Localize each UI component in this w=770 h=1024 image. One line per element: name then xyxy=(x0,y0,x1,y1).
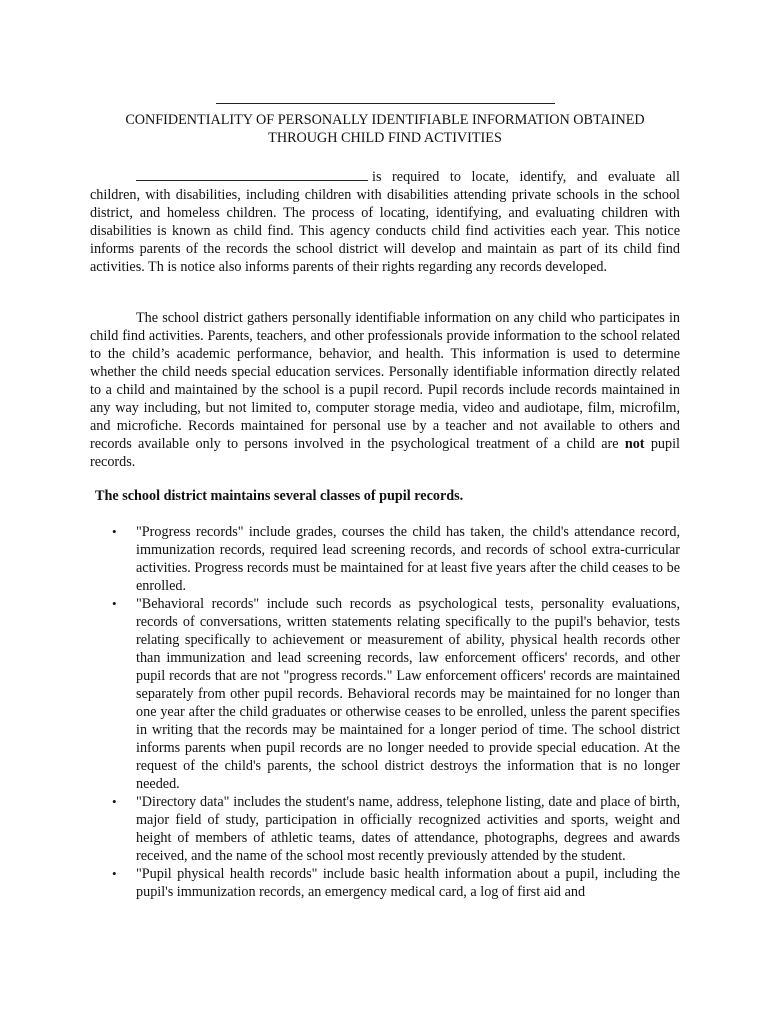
list-item-text: "Behavioral records" include such records as psychological tests, personality evaluations, records of conversations, written statements relating specifically to the pupil's behavior, tests relating specifically to achievement or measurement of ability, physical health records other than immunization and lead screening records, law enforcement officers' records, and other pupil records that are not "progress records." Law enforcement officers' records are maintained separately from other pupil records. Behavioral records may be maintained for no longer than one year after the child graduates or otherwise ceases to be enrolled, unless the parent specifies in writing that the records may be maintained for a longer period of time. The school district informs parents when pupil records are no longer needed to provide special education. At the request of the child's parents, the school district destroys the information that is no longer needed. xyxy=(136,596,680,792)
list-item xyxy=(90,523,680,595)
agency-name-blank xyxy=(136,166,368,181)
bullet-icon: • xyxy=(112,596,117,611)
record-classes-list xyxy=(90,523,680,901)
records-paragraph-text: The school district gathers personally identifiable information on any child who participates in child find activities. Parents, teachers, and other professionals provide information to the school related to the child’s academic performance, behavior, and health. This information is used to determine whether the child needs special education services. Personally identifiable information directly related to a child and maintained by the school is a pupil record. Pupil records include records maintained in any way including, but not limited to, computer storage media, video and audiotape, film, microfilm, and microfiche. Records maintained for personal use by a teacher and not available to others and records available only to persons involved in the psychological treatment of a child are xyxy=(90,310,680,452)
intro-paragraph-text: is required to locate, identify, and evaluate all children, with disabilities, including children with disabilities attending private schools in the school district, and homeless children. The process of locating, identifying, and evaluating children with disabilities is known as child find. This agency conducts child find activities each year. This notice informs parents of the records the school district will develop and maintain as part of its child find activities. Th is notice also informs parents of their rights regarding any records developed. xyxy=(90,169,680,275)
list-item xyxy=(90,865,680,901)
page-title xyxy=(90,111,680,147)
intro-paragraph xyxy=(90,166,680,276)
title-line-2: THROUGH CHILD FIND ACTIVITIES xyxy=(268,130,502,146)
list-item-text: "Progress records" include grades, courses the child has taken, the child's attendance record, immunization records, required lead screening records, and records of school extra-curricular activities. Progress records must be maintained for at least five years after the child ceases to be enrolled. xyxy=(136,524,680,594)
agency-name-blank-line xyxy=(216,103,555,104)
records-paragraph-end: pupil records. xyxy=(90,436,681,470)
section-heading: The school district maintains several classes of pupil records. xyxy=(95,488,464,504)
list-item-text: "Pupil physical health records" include basic health information about a pupil, including the pupil's immunization records, an emergency medical card, a log of first aid and xyxy=(136,866,680,900)
records-paragraph-bold-word: not xyxy=(624,436,645,452)
list-item xyxy=(90,595,680,793)
records-paragraph xyxy=(90,309,680,471)
list-item xyxy=(90,793,680,865)
bullet-icon: • xyxy=(112,794,117,809)
list-item-text: "Directory data" includes the student's name, address, telephone listing, date and place of birth, major field of study, participation in officially recognized activities and sports, weight and height of members of athletic teams, dates of attendance, photographs, degrees and awards received, and the name of the school most recently previously attended by the student. xyxy=(136,794,680,864)
bullet-icon: • xyxy=(112,866,117,881)
title-line-1: CONFIDENTIALITY OF PERSONALLY IDENTIFIABLE INFORMATION OBTAINED xyxy=(125,112,645,128)
bullet-icon: • xyxy=(112,524,117,539)
